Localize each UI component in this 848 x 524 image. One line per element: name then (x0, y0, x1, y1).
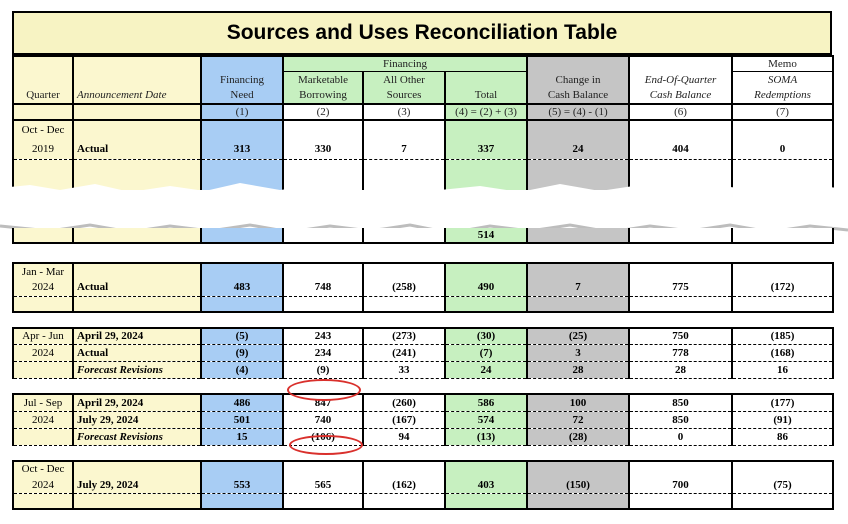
table-torn-row (12, 228, 834, 244)
table-cell: 740 (283, 411, 363, 428)
group-quarter: Jul - Sep (13, 394, 73, 411)
table-cell: (106) (283, 428, 363, 445)
table-cell: 234 (283, 345, 363, 362)
table-cell: 847 (283, 394, 363, 411)
table-cell: 7 (363, 140, 445, 160)
hdr-financing-need-1: Financing (201, 72, 283, 88)
row-label: Forecast Revisions (73, 428, 201, 445)
row-label: Forecast Revisions (73, 362, 201, 379)
table-cell: 100 (527, 394, 629, 411)
table-cell: (9) (283, 362, 363, 379)
table-title: Sources and Uses Reconciliation Table (226, 21, 618, 44)
hdr-blank-t1 (445, 72, 527, 88)
hdr-blank-d1 (73, 72, 201, 88)
table-cell: 483 (201, 279, 283, 296)
table-cell: 33 (363, 362, 445, 379)
table-cell: 775 (629, 279, 732, 296)
table-row (13, 428, 833, 445)
top-row-label: Actual (73, 140, 201, 160)
hdr-announcement-date: Announcement Date (73, 88, 201, 104)
hdr-blank-q3 (13, 104, 73, 120)
table-cell: 72 (527, 411, 629, 428)
table-cell: 404 (629, 140, 732, 160)
hdr-num-6: (6) (629, 104, 732, 120)
table-cell: 313 (201, 140, 283, 160)
table-row (13, 477, 833, 494)
table-cell: (273) (363, 328, 445, 345)
row-label: Actual (73, 279, 201, 296)
table-cell: 490 (445, 279, 527, 296)
group-quarter-1: Oct - Dec (13, 461, 73, 477)
table-cell: (30) (445, 328, 527, 345)
table-cell: (75) (732, 477, 833, 494)
hdr-num-5: (5) = (4) - (1) (527, 104, 629, 120)
group-quarter: 2024 (13, 477, 73, 494)
table-cell: (7) (445, 345, 527, 362)
table-cell: 553 (201, 477, 283, 494)
group-quarter: 2024 (13, 279, 73, 296)
group-quarter-1: Jan - Mar (13, 263, 73, 279)
table-cell: (28) (527, 428, 629, 445)
hdr-soma-2: Redemptions (732, 88, 833, 104)
hdr-num-3: (3) (363, 104, 445, 120)
hdr-eoq-1: End-Of-Quarter (629, 72, 732, 88)
row-label: Actual (73, 345, 201, 362)
table-cell: (185) (732, 328, 833, 345)
hdr-num-4: (4) = (2) + (3) (445, 104, 527, 120)
hdr-change-2: Cash Balance (527, 88, 629, 104)
table-cell: 403 (445, 477, 527, 494)
table-cell: (260) (363, 394, 445, 411)
table-cell: 850 (629, 394, 732, 411)
hdr-eoq-2: Cash Balance (629, 88, 732, 104)
hdr-other-1: All Other (363, 72, 445, 88)
hdr-blank-c0 (527, 56, 629, 72)
hdr-marketable-1: Marketable (283, 72, 363, 88)
hdr-other-2: Sources (363, 88, 445, 104)
table-cell: 24 (527, 140, 629, 160)
table-cell: (172) (732, 279, 833, 296)
table-title-bar (12, 11, 832, 55)
table-cell: 28 (629, 362, 732, 379)
table-cell: 94 (363, 428, 445, 445)
table-row (13, 411, 833, 428)
table-cell: 501 (201, 411, 283, 428)
hdr-num-7: (7) (732, 104, 833, 120)
row-label: July 29, 2024 (73, 411, 201, 428)
hdr-marketable-2: Borrowing (283, 88, 363, 104)
table-cell: 574 (445, 411, 527, 428)
table-cell: 586 (445, 394, 527, 411)
table-row (13, 279, 833, 296)
table-cell: 243 (283, 328, 363, 345)
hdr-group-financing: Financing (283, 56, 527, 72)
table-cell: 0 (629, 428, 732, 445)
hdr-blank-d3 (73, 104, 201, 120)
torn-total-value: 514 (445, 228, 527, 243)
hdr-change-1: Change in (527, 72, 629, 88)
table-cell: 330 (283, 140, 363, 160)
table-cell: (258) (363, 279, 445, 296)
table-cell: (167) (363, 411, 445, 428)
hdr-quarter: Quarter (13, 88, 73, 104)
table-cell: 700 (629, 477, 732, 494)
table-cell: (13) (445, 428, 527, 445)
table-row (13, 362, 833, 379)
table-cell: 850 (629, 411, 732, 428)
table-cell: 15 (201, 428, 283, 445)
table-row (13, 394, 833, 411)
table-cell: 3 (527, 345, 629, 362)
table-cell: (5) (201, 328, 283, 345)
table-cell: (9) (201, 345, 283, 362)
table-cell: (25) (527, 328, 629, 345)
hdr-blank-e0 (629, 56, 732, 72)
table-cell: 486 (201, 394, 283, 411)
table-cell: (162) (363, 477, 445, 494)
hdr-blank-f0 (201, 56, 283, 72)
table-cell: 750 (629, 328, 732, 345)
table-cell: 7 (527, 279, 629, 296)
table-cell: 337 (445, 140, 527, 160)
group-quarter: 2024 (13, 411, 73, 428)
blank (73, 120, 201, 140)
table-row (13, 345, 833, 362)
table-cell: (168) (732, 345, 833, 362)
top-quarter-2: 2019 (13, 140, 73, 160)
table-cell: 778 (629, 345, 732, 362)
hdr-num-2: (2) (283, 104, 363, 120)
table-cell: 16 (732, 362, 833, 379)
table-cell: 24 (445, 362, 527, 379)
table-lower-section (12, 262, 834, 524)
group-quarter: Apr - Jun (13, 328, 73, 345)
hdr-total: Total (445, 88, 527, 104)
table-cell: 748 (283, 279, 363, 296)
top-quarter-1: Oct - Dec (13, 120, 73, 140)
row-label: April 29, 2024 (73, 394, 201, 411)
table-cell: (4) (201, 362, 283, 379)
table-cell: 565 (283, 477, 363, 494)
table-cell: (241) (363, 345, 445, 362)
table-cell: (177) (732, 394, 833, 411)
table-cell: (150) (527, 477, 629, 494)
hdr-blank-d0 (73, 56, 201, 72)
group-quarter: 2024 (13, 345, 73, 362)
table-cell: 86 (732, 428, 833, 445)
hdr-num-1: (1) (201, 104, 283, 120)
table-cell: 28 (527, 362, 629, 379)
row-label: July 29, 2024 (73, 477, 201, 494)
table-row (13, 328, 833, 345)
table-cell: (91) (732, 411, 833, 428)
hdr-blank-q1 (13, 72, 73, 88)
hdr-soma-1: SOMA (732, 72, 833, 88)
hdr-group-memo: Memo (732, 56, 833, 72)
hdr-financing-need-2: Need (201, 88, 283, 104)
table-cell: 0 (732, 140, 833, 160)
row-label: April 29, 2024 (73, 328, 201, 345)
hdr-blank-q0 (13, 56, 73, 72)
